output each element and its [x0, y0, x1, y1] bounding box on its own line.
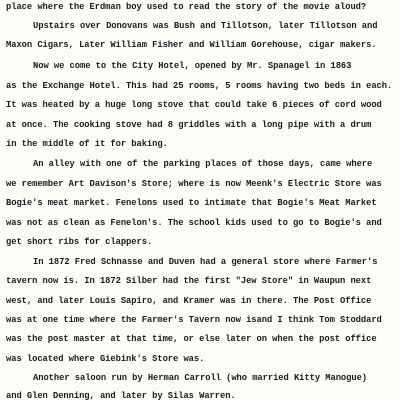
text-line: Maxon Cigars, Later William Fisher and William Gorehouse, cigar makers.	[6, 40, 377, 50]
text-line: was located where Giebink's Store was.	[6, 354, 205, 364]
text-line: as the Exchange Hotel. This had 25 rooms, 5 rooms having two beds in each.	[6, 81, 393, 91]
text-line: Upstairs over Donovans was Bush and Tillotson, later Tillotson and	[33, 21, 378, 31]
text-line: Another saloon run by Herman Carroll (who married Kitty Manogue)	[33, 373, 368, 383]
text-line: In 1872 Fred Schnasse and Duven had a general store where Farmer's	[33, 257, 378, 267]
text-line: Now we come to the City Hotel, opened by Mr. Spanagel in 1863	[33, 61, 352, 71]
text-line: was at one time where the Farmer's Tavern now isand I think Tom Stoddard	[6, 315, 382, 325]
text-line: It was heated by a huge long stove that could take 6 pieces of cord wood	[6, 100, 382, 110]
text-line: Bogie's meat market. Fenelons used to intimate that Bogie's Meat Market	[6, 198, 377, 208]
text-line: get short ribs for clappers.	[6, 237, 153, 247]
text-line: tavern now is. In 1872 Silber had the first "Jew Store" in Waupun next	[6, 276, 372, 286]
text-line: and Glen Denning, and later by Silas Warren.	[6, 391, 236, 400]
text-line: was not as clean as Fenelon's. The school kids used to go to Bogie's and	[6, 218, 382, 228]
text-line: An alley with one of the parking places of those days, came where	[33, 159, 373, 169]
text-line: we remember Art Davison's Store; where is now Meenk's Electric Store was	[6, 179, 382, 189]
text-line: west, and later Louis Sapiro, and Kramer was in there. The Post Office	[6, 296, 372, 306]
text-line: in the middle of it for baking.	[6, 139, 168, 149]
text-line: was the post master at that time, or else later on when the post office	[6, 334, 377, 344]
text-line: place where the Erdman boy used to read the story of the movie aloud?	[6, 2, 367, 12]
text-line: at once. The cooking stove had 8 griddles with a long pipe with a drum	[6, 120, 372, 130]
